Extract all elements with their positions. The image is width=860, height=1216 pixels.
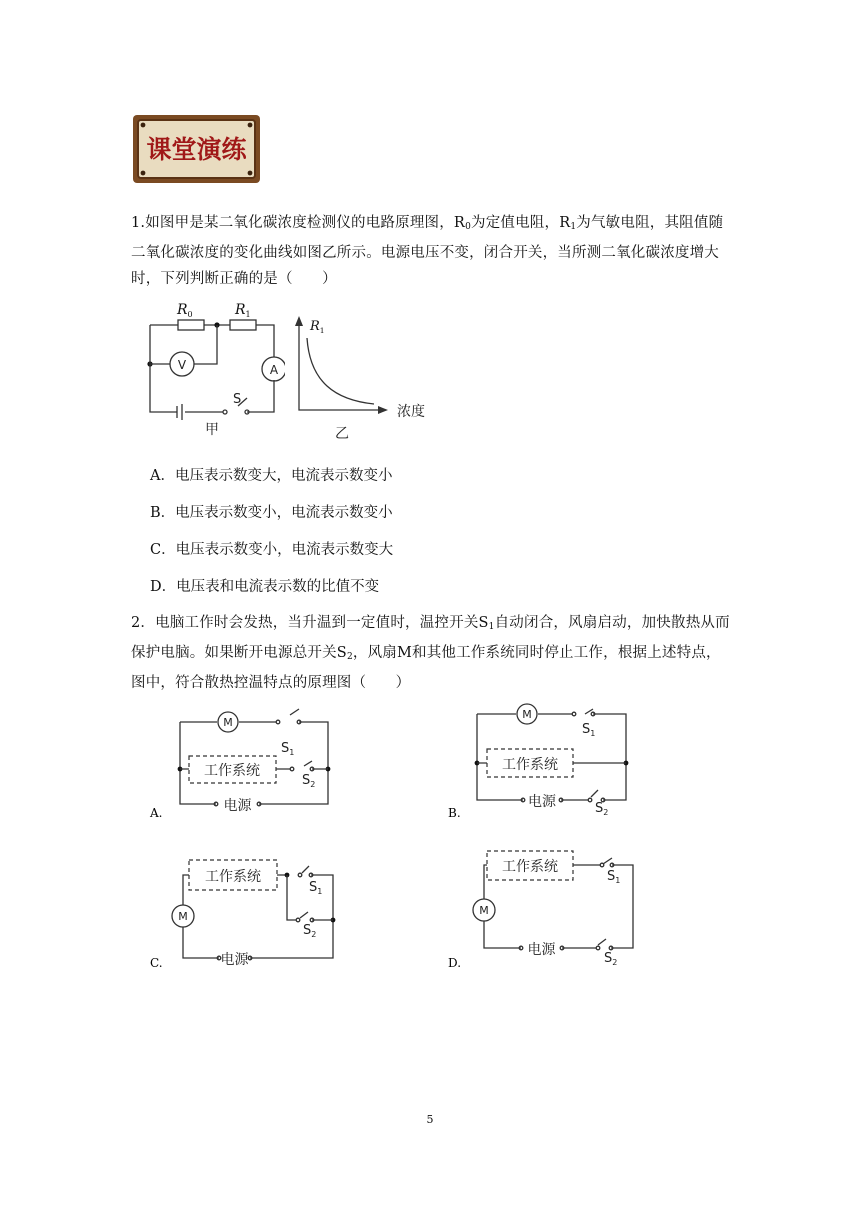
- circuit-option-d[interactable]: [440, 840, 650, 975]
- graph-figure-yi: [290, 312, 440, 442]
- voltmeter-label: V: [177, 358, 187, 372]
- svg-text:S1: $S_1$: [281, 741, 295, 757]
- svg-text:A.: A.: [150, 806, 163, 820]
- label-yi: 乙: [335, 426, 349, 442]
- axis-x-label: 浓度: [397, 404, 425, 420]
- svg-text:M: M: [479, 904, 489, 917]
- svg-text:S1: $S_1$: [582, 722, 596, 738]
- option-c[interactable]: C．电压表示数变小，电流表示数变大: [150, 542, 394, 558]
- axis-y-label: $R_1$: [310, 319, 325, 335]
- r0-label: $R_0$: [177, 302, 193, 319]
- option-d[interactable]: D．电压表和电流表示数的比值不变: [150, 579, 380, 595]
- svg-text:D.: D.: [448, 956, 462, 970]
- svg-text:M: M: [178, 910, 188, 923]
- option-a[interactable]: A．电压表示数变大，电流表示数变小: [150, 468, 393, 484]
- ammeter-label: A: [269, 363, 279, 377]
- svg-text:电源: 电源: [527, 942, 556, 958]
- label-jia: 甲: [205, 422, 219, 438]
- circuit-option-c[interactable]: [140, 850, 350, 975]
- svg-text:S1: $S_1$: [309, 880, 323, 896]
- svg-text:S2: $S_2$: [302, 773, 316, 789]
- svg-text:工作系统: 工作系统: [205, 869, 261, 885]
- r1-label: $R_1$: [235, 302, 251, 319]
- svg-text:电源: 电源: [528, 794, 556, 810]
- svg-text:M: M: [223, 716, 233, 729]
- circuit-figure-jia: [145, 295, 285, 440]
- svg-text:S2: $S_2$: [303, 923, 317, 939]
- svg-text:S2: $S_2$: [595, 801, 609, 817]
- svg-text:C.: C.: [150, 956, 163, 970]
- question-1-text: 1.如图甲是某二氧化碳浓度检测仪的电路原理图，$R_0$为定值电阻，$R_1$为气敏电阻，其阻值随二氧化碳浓度的变化曲线如图乙所示。电源电压不变，闭合开关，当所测二氧化碳浓度增大时，下列判断正确的是（ ）: [131, 215, 724, 287]
- svg-text:工作系统: 工作系统: [502, 859, 558, 875]
- question-2-text: 2．电脑工作时会发热，当升温到一定值时，温控开关$S_1$自动闭合，风扇启动，加快散热从而保护电脑。如果断开电源总开关$S_2$，风扇M和其他工作系统同时停止工作，根据上述特点，图中，符合散热控温特点的原理图（ ）: [131, 615, 730, 691]
- svg-text:S1: $S_1$: [607, 869, 621, 885]
- svg-text:工作系统: 工作系统: [204, 763, 260, 779]
- section-banner: [131, 113, 262, 185]
- svg-text:B.: B.: [448, 806, 461, 820]
- switch-label: S: [233, 392, 242, 407]
- svg-text:工作系统: 工作系统: [502, 757, 558, 773]
- svg-text:M: M: [522, 708, 532, 721]
- option-b[interactable]: B．电压表示数变小，电流表示数变小: [150, 505, 393, 521]
- svg-text:电源: 电源: [220, 952, 249, 968]
- svg-text:电源: 电源: [223, 798, 252, 814]
- circuit-option-a[interactable]: [140, 700, 340, 825]
- svg-text:S2: $S_2$: [604, 951, 618, 967]
- page-number: 5: [426, 1113, 434, 1126]
- circuit-option-b[interactable]: [440, 700, 640, 825]
- banner-title: 课堂演练: [146, 135, 247, 164]
